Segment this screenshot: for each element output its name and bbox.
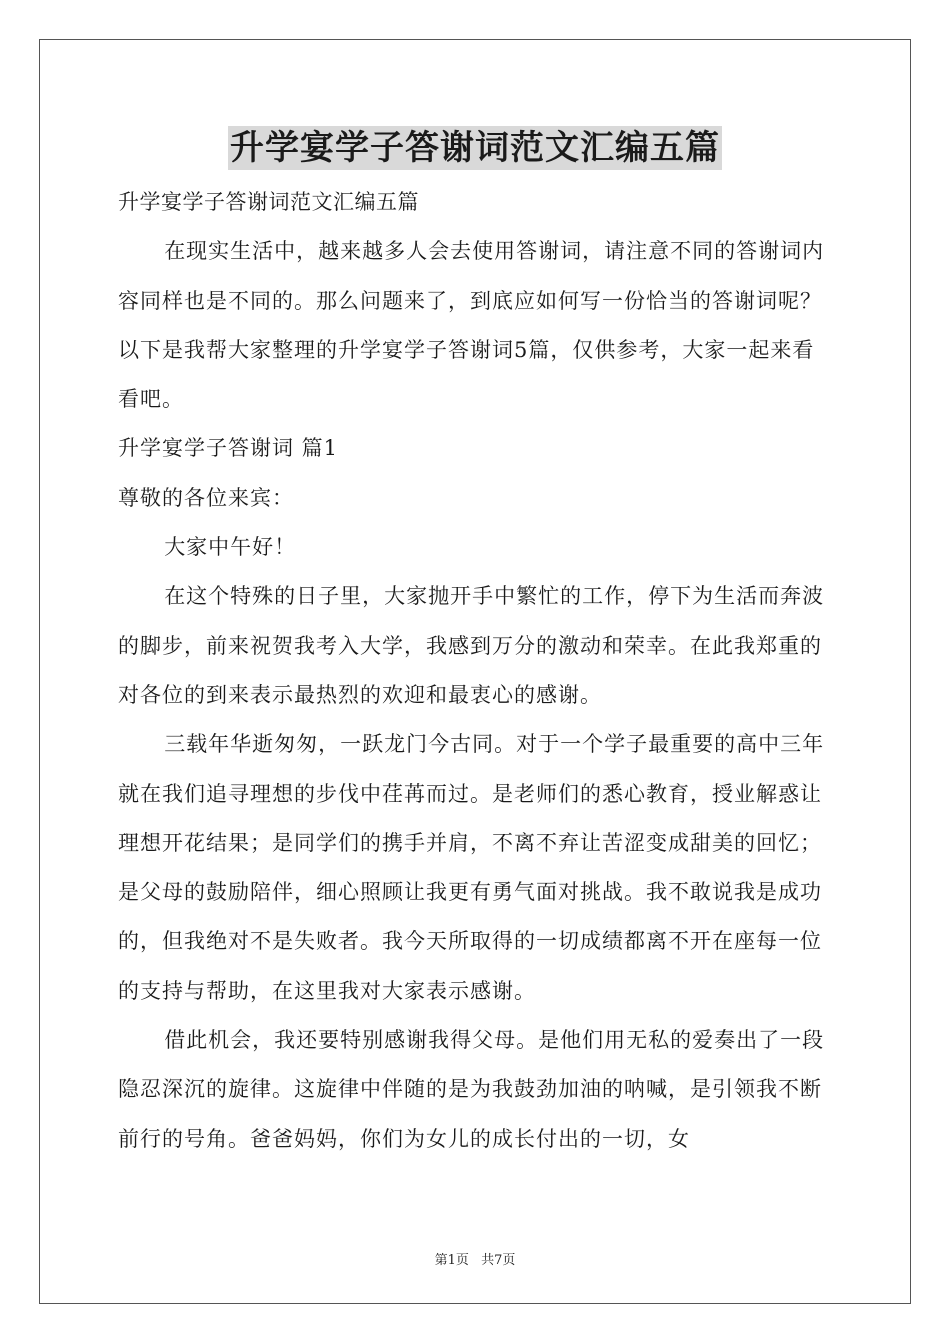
section-heading: 升学宴学子答谢词 篇1 [118,436,339,461]
title-container [0,126,950,170]
document-title: 升学宴学子答谢词范文汇编五篇 [230,128,720,168]
paragraph-subtitle: 升学宴学子答谢词范文汇编五篇 [118,190,419,214]
paragraph-body: 三载年华逝匆匆，一跃龙门今古同。对于一个学子最重要的高中三年就在我们追寻理想的步伐中荏苒而过。是老师们的悉心教育，授业解惑让理想开花结果；是同学们的携手并肩，不离不弃让苦涩变成甜美的回忆；是父母的鼓励陪伴，细心照顾让我更有勇气面对挑战。我不敢说我是成功的，但我绝对不是失败者。我今天所取得的一切成绩都离不开在座每一位的支持与帮助，在这里我对大家表示感谢。 [118,732,825,1003]
document-body [118,178,834,1164]
salutation: 尊敬的各位来宾： [118,485,294,510]
page-footer [0,1249,950,1268]
page-number: 第1页 [434,1253,469,1268]
paragraph-body: 借此机会，我还要特别感谢我得父母。是他们用无私的爱奏出了一段隐忍深沉的旋律。这旋律中伴随的是为我鼓劲加油的呐喊，是引领我不断前行的号角。爸爸妈妈，你们为女儿的成长付出的一切，女 [118,1028,825,1151]
paragraph-body: 在这个特殊的日子里，大家抛开手中繁忙的工作，停下为生活而奔波的脚步，前来祝贺我考入大学，我感到万分的激动和荣幸。在此我郑重的对各位的到来表示最热烈的欢迎和最衷心的感谢。 [118,584,825,707]
paragraph-intro: 在现实生活中，越来越多人会去使用答谢词，请注意不同的答谢词内容同样也是不同的。那么问题来了，到底应如何写一份恰当的答谢词呢？以下是我帮大家整理的升学宴学子答谢词5篇，仅供参考，大家一起来看看吧。 [118,239,825,412]
page-total: 共7页 [481,1253,516,1268]
greeting: 大家中午好！ [164,535,297,560]
